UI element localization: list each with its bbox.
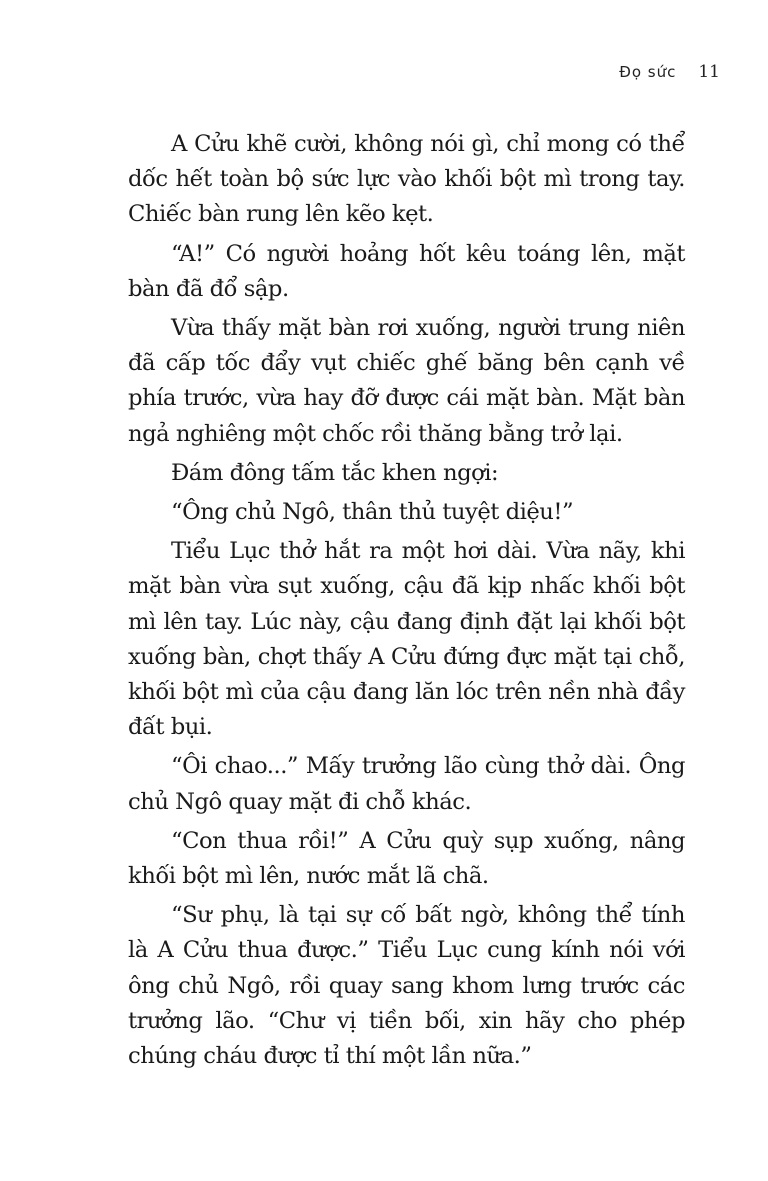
paragraph: “A!” Có người hoảng hốt kêu toáng lên, mặt bàn đã đổ sập. xyxy=(128,240,685,302)
chapter-title: Đọ sức xyxy=(619,63,677,81)
paragraph: Vừa thấy mặt bàn rơi xuống, người trung niên đã cấp tốc đẩy vụt chiếc ghế băng bên cạnh về phía trước, vừa hay đỡ được cái mặt bàn. Mặt bàn ngả nghiêng một chốc rồi thăng bằng trở lại. xyxy=(128,315,685,447)
paragraph: Đám đông tấm tắc khen ngợi: xyxy=(171,459,499,486)
body-text xyxy=(128,127,685,1078)
running-header xyxy=(619,62,720,82)
paragraph: “Ôi chao...” Mấy trưởng lão cùng thở dài. Ông chủ Ngô quay mặt đi chỗ khác. xyxy=(128,753,685,815)
paragraph: A Cửu khẽ cười, không nói gì, chỉ mong có thể dốc hết toàn bộ sức lực vào khối bột mì trong tay. Chiếc bàn rung lên kẽo kẹt. xyxy=(128,131,685,228)
paragraph: “Con thua rồi!” A Cửu quỳ sụp xuống, nâng khối bột mì lên, nước mắt lã chã. xyxy=(128,827,685,890)
paragraph: Tiểu Lục thở hắt ra một hơi dài. Vừa nãy, khi mặt bàn vừa sụt xuống, cậu đã kịp nhấc khối bột mì lên tay. Lúc này, cậu đang định đặt lại khối bột xuống bàn, chợt thấy A Cửu đứng đực mặt tại chỗ, khối bột mì của cậu đang lăn lóc trên nền nhà đầy đất bụi. xyxy=(128,538,685,741)
paragraph: “Sư phụ, là tại sự cố bất ngờ, không thể tính là A Cửu thua được.” Tiểu Lục cung kính nói với ông chủ Ngô, rồi quay sang khom lưng trước các trưởng lão. “Chư vị tiền bối, xin hãy cho phép chúng cháu được tỉ thí một lần nữa.” xyxy=(128,902,685,1070)
page-number: 11 xyxy=(698,62,720,82)
paragraph: “Ông chủ Ngô, thân thủ tuyệt diệu!” xyxy=(171,499,574,526)
